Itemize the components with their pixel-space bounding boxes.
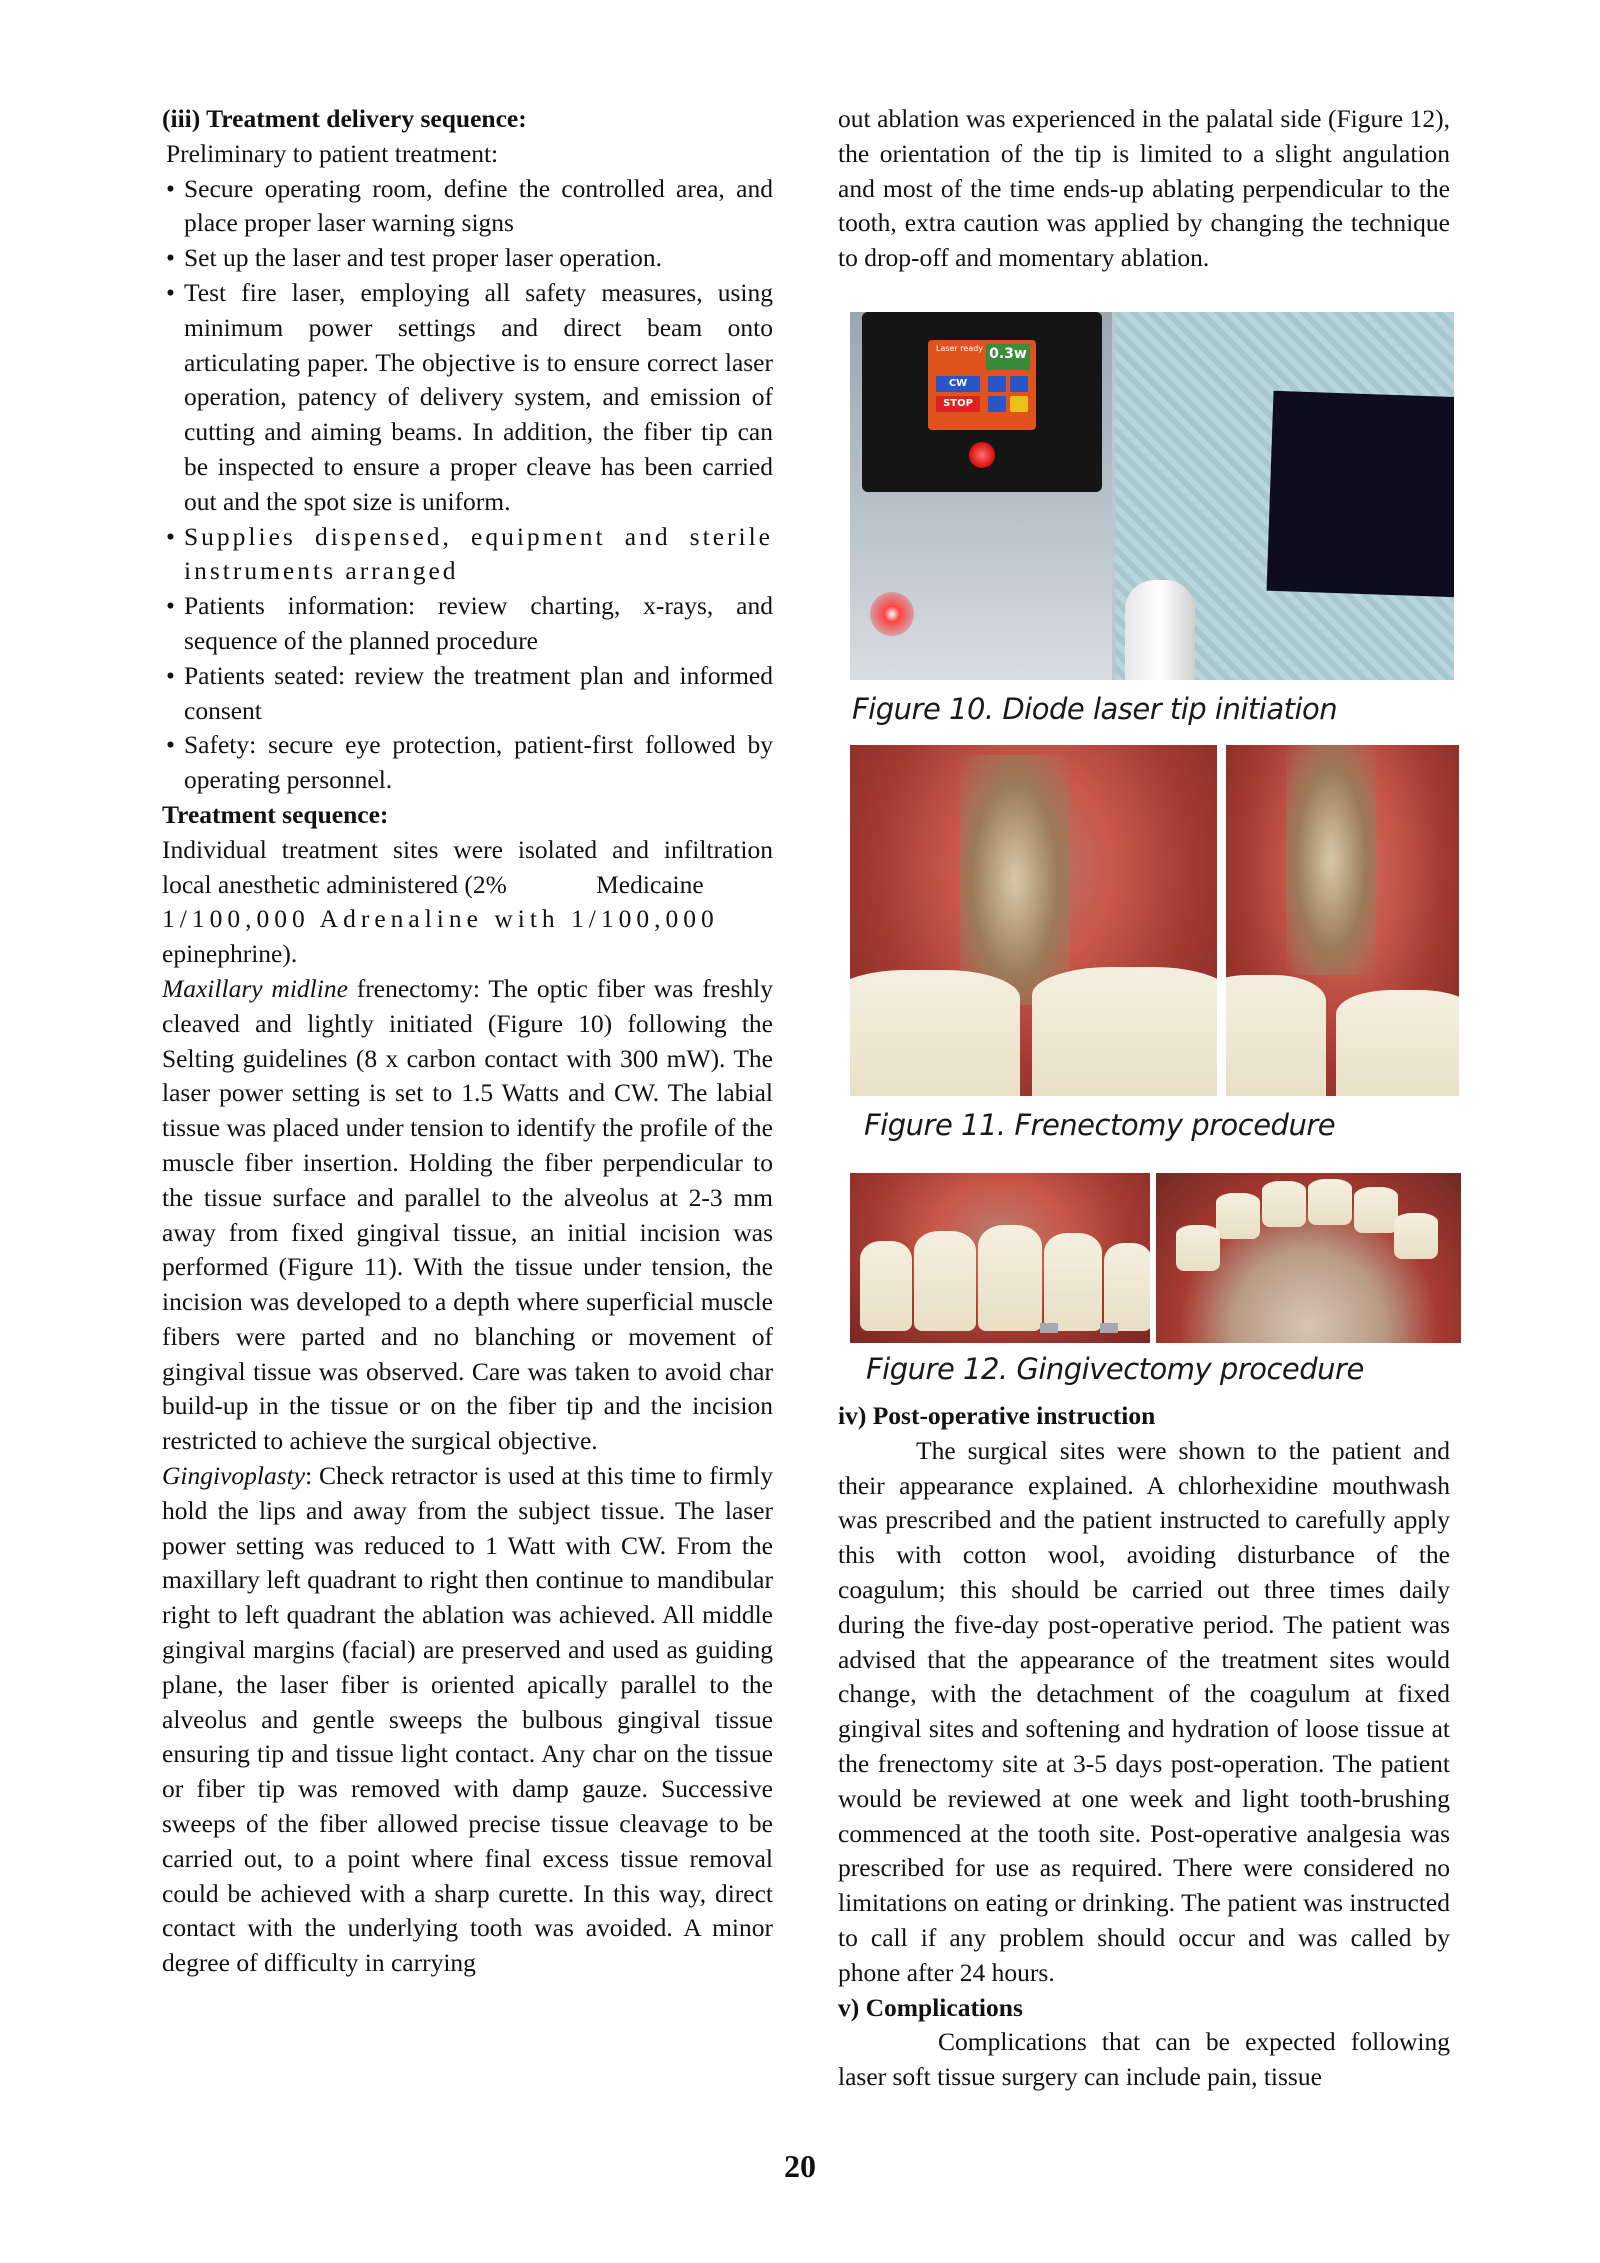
gingivoplasty-text: : Check retractor is used at this time to firmly hold the lips and away from the subject tissue. The laser power setting was reduced to 1 Watt with CW. From the maxillary left quadrant to right then continue to mandibular right to left quadrant the ablation was achieved. All middle gingival margins (facial) are preserved and used as guiding plane, the laser fiber is oriented apically parallel to the alveolus and gentle sweeps the bulbous gingival tissue ensuring tip and tissue light contact. Any char on the tissue or fiber tip was removed with damp gauze. Successive sweeps of the fiber allowed precise tissue cleavage to be carried out, to a point where final excess tissue removal could be achieved with a sharp curette. In this way, direct contact with the underlying tooth was avoided. A minor degree of difficulty in carrying — [162, 1461, 773, 1978]
list-item: • Test fire laser, employing all safety measures, using minimum power settings and direct beam onto articulating paper. The objective is to ensure correct laser operation, patency of delivery system, and emission of cutting and aiming beams. In addition, the fiber tip can be inspected to ensure a proper cleave has been carried out and the spot size is uniform. — [162, 276, 773, 520]
tooth — [1176, 1225, 1220, 1271]
arrow-down-icon — [1010, 376, 1028, 392]
orthodontic-bracket — [1100, 1323, 1118, 1333]
tooth — [1394, 1213, 1438, 1259]
figure-10-caption: Figure 10. Diode laser tip initiation — [852, 692, 1338, 726]
fiber-handpiece — [1125, 580, 1195, 680]
post-operative-heading: iv) Post-operative instruction — [838, 1401, 1156, 1430]
complications-paragraph: Complications that can be expected following laser soft tissue surgery can include pain, tissue — [838, 2027, 1450, 2092]
warning-icon — [1010, 396, 1028, 412]
tooth — [1032, 967, 1217, 1096]
tooth — [978, 1225, 1042, 1331]
screen-ready-label: Laser ready — [936, 344, 984, 353]
list-item: • Supplies dispensed, equipment and sterile instruments arranged — [162, 520, 773, 590]
aiming-beam-spot — [870, 592, 914, 636]
tooth — [1044, 1233, 1102, 1331]
orthodontic-bracket — [1040, 1323, 1058, 1333]
gingivoplasty-term: Gingivoplasty — [162, 1461, 306, 1491]
figure-12-caption: Figure 12. Gingivectomy procedure — [866, 1352, 1364, 1386]
figure-11-caption: Figure 11. Frenectomy procedure — [864, 1108, 1336, 1142]
list-item: • Set up the laser and test proper laser operation. — [162, 241, 773, 276]
tooth — [1308, 1179, 1352, 1225]
continuation-paragraph: out ablation was experienced in the palatal side (Figure 12), the orientation of the tip is limited to a slight angulation and most of the time ends-up ablating perpendicular to the tooth, extra caution was applied by changing the technique to drop-off and momentary ablation. — [838, 104, 1450, 273]
page-number: 20 — [784, 2148, 816, 2184]
screen-power-value: 0.3w — [986, 344, 1030, 370]
laser-device-photo — [850, 312, 1112, 680]
figure-10-image — [850, 312, 1454, 680]
frenectomy-paragraph — [162, 972, 773, 1459]
arrow-up-icon — [988, 376, 1006, 392]
tooth — [1262, 1181, 1306, 1227]
figure-11-image-right — [1226, 745, 1459, 1096]
tooth — [860, 1241, 912, 1331]
figure-12-image-left — [850, 1173, 1150, 1343]
settings-icon — [988, 396, 1006, 412]
list-item: • Patients information: review charting, x-rays, and sequence of the planned procedure — [162, 589, 773, 659]
list-item: • Safety: secure eye protection, patient-first followed by operating personnel. — [162, 728, 773, 798]
gingivoplasty-paragraph — [162, 1459, 773, 1981]
treatment-paragraph-line: 1/100,000 Adrenaline with 1/100,000 — [162, 904, 719, 934]
power-knob — [969, 442, 995, 468]
articulating-paper — [1267, 391, 1454, 598]
tooth — [1336, 990, 1459, 1096]
tooth — [1354, 1187, 1398, 1233]
tooth — [1104, 1243, 1150, 1331]
tooth — [914, 1231, 976, 1331]
tooth — [1226, 975, 1326, 1096]
device-screen — [928, 340, 1036, 430]
preliminary-line: Preliminary to patient treatment: — [166, 138, 499, 168]
frenectomy-term: Maxillary midline — [162, 973, 348, 1003]
left-column — [162, 102, 780, 1981]
frenectomy-text: frenectomy: The optic fiber was freshly cleaved and lightly initiated (Figure 10) following the Selting guidelines (8 x carbon contact with 300 mW). The laser power setting is set to 1.5 Watts and CW. The labial tissue was placed under tension to identify the profile of the muscle fiber insertion. Holding the fiber perpendicular to the tissue surface and parallel to the alveolus at 2-3 mm away from fixed gingival tissue, an initial incision was performed (Figure 11). With the tissue under tension, the incision was developed to a depth where superficial muscle fibers were parted and no blanching or movement of gingival tissue was observed. Care was taken to avoid char build-up in the tissue or on the fiber tip and the incision restricted to achieve the surgical objective. — [162, 973, 774, 1456]
preliminary-list — [162, 172, 773, 798]
tooth — [1216, 1193, 1260, 1239]
figure-12-image-right — [1156, 1173, 1461, 1343]
screen-stop-button: STOP — [936, 396, 980, 412]
treatment-paragraph: Individual treatment sites were isolated and infiltration local anesthetic administered (2% Medicaine — [162, 834, 780, 899]
treatment-sequence-heading: Treatment sequence: — [162, 799, 389, 829]
figure-11-image-left — [850, 745, 1217, 1096]
tooth — [850, 970, 1020, 1096]
list-item: • Patients seated: review the treatment plan and informed consent — [162, 659, 773, 729]
laser-device — [862, 312, 1102, 492]
complications-heading: v) Complications — [838, 1992, 1023, 2022]
right-column-bottom — [838, 1399, 1450, 2095]
treatment-delivery-heading: (iii) Treatment delivery sequence: — [162, 104, 527, 133]
screen-cw-button: CW — [936, 376, 980, 392]
articulating-paper-photo — [1115, 312, 1454, 680]
frenectomy-site — [960, 755, 1070, 1005]
list-item: • Secure operating room, define the controlled area, and place proper laser warning signs — [162, 172, 773, 242]
right-column-top — [838, 102, 1450, 276]
post-operative-paragraph: The surgical sites were shown to the patient and their appearance explained. A chlorhexidine mouthwash was prescribed and the patient instructed to carefully apply this with cotton wool, avoiding disturbance of the coagulum; this should be carried out three times daily during the five-day post-operative period. The patient was advised that the appearance of the treatment sites would change, with the detachment of the coagulum at fixed gingival sites and softening and hydration of loose tissue at the frenectomy site at 3-5 days post-operation. The patient would be reviewed at one week and light tooth-brushing commenced at the tooth site. Post-operative analgesia was prescribed for use as required. There were considered no limitations on eating or drinking. The patient was instructed to call if any problem should occur and was called by phone after 24 hours. — [838, 1435, 1450, 1987]
treatment-paragraph-end: epinephrine). — [162, 939, 298, 969]
frenectomy-site — [1286, 745, 1376, 975]
